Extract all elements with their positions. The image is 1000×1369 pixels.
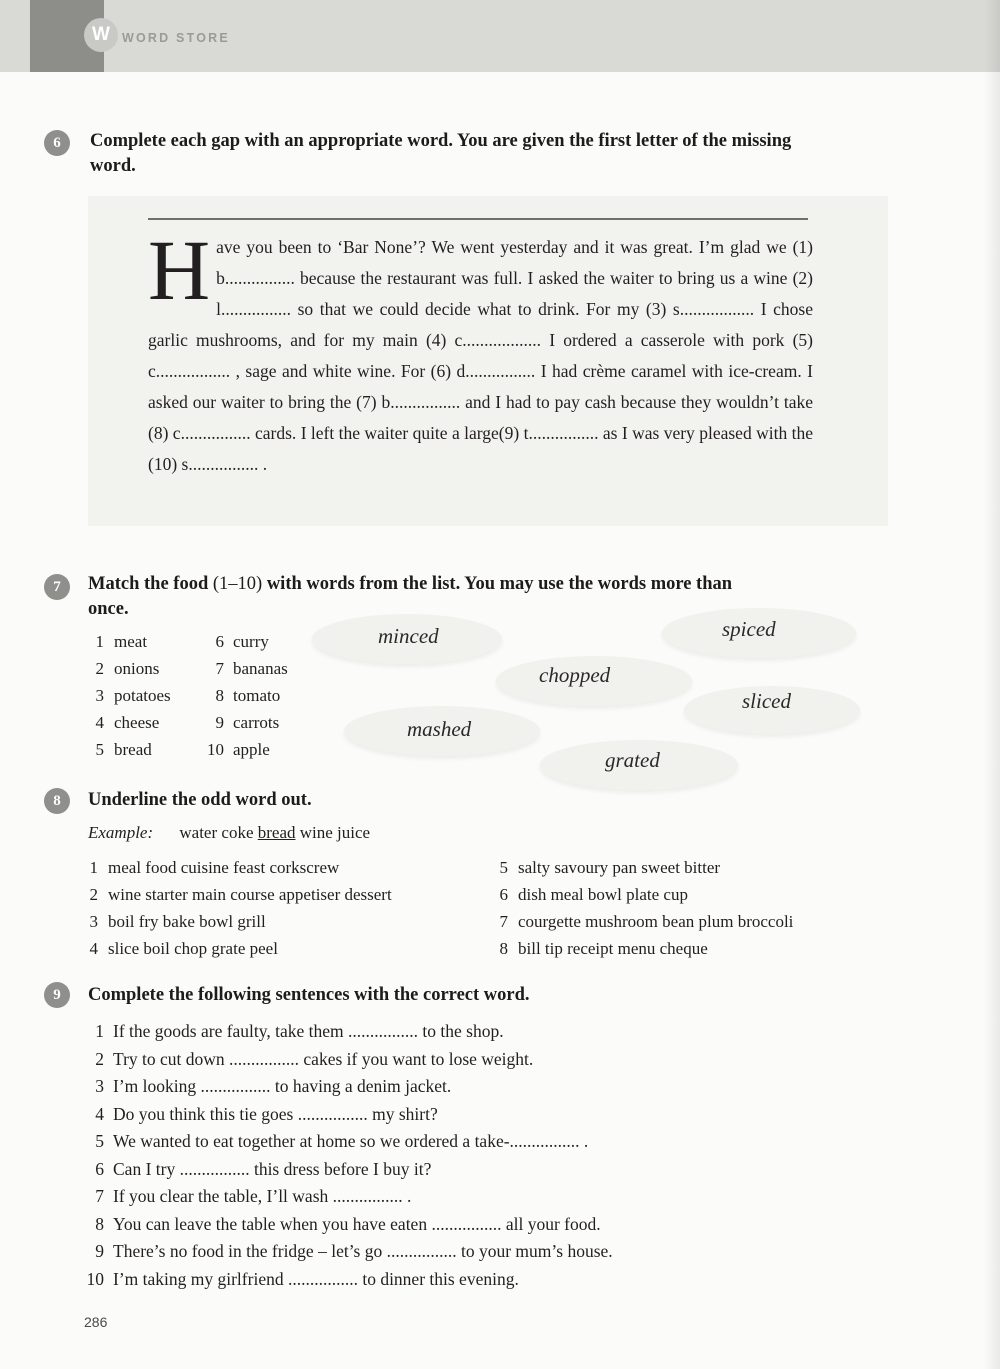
- item-text: Do you think this tie goes ................ my shirt?: [113, 1103, 438, 1124]
- item-number: 3: [95, 1076, 104, 1096]
- item-number: 4: [95, 1103, 104, 1124]
- item-text: slice boil chop grate peel: [108, 939, 278, 958]
- item-number: 9: [215, 713, 224, 732]
- item-number: 4: [95, 713, 104, 732]
- list-item: [82, 682, 192, 709]
- item-word: tomato: [233, 686, 281, 705]
- list-item: [82, 1128, 613, 1156]
- item-word: bananas: [233, 659, 288, 678]
- item-number: 10: [86, 1268, 104, 1289]
- item-text: Try to cut down ................ cakes if you want to lose weight.: [113, 1048, 534, 1069]
- list-item: [200, 682, 311, 709]
- header-logo-block: [30, 0, 110, 72]
- exercise-9-instruction: Complete the following sentences with the correct word.: [88, 985, 530, 1005]
- passage-drop-cap: H: [148, 222, 211, 318]
- item-number: 9: [95, 1241, 104, 1261]
- list-item: [82, 1073, 613, 1101]
- item-word: bread: [114, 740, 152, 759]
- list-item: [200, 655, 311, 682]
- list-item: [82, 1156, 613, 1184]
- list-item: [82, 1238, 613, 1266]
- item-text: I’m taking my girlfriend ................ to dinner this evening.: [113, 1268, 519, 1289]
- item-text: Can I try ................ this dress before I buy it?: [113, 1158, 432, 1179]
- item-text: If the goods are faulty, take them ................ to the shop.: [113, 1021, 504, 1041]
- plate-word-chopped: chopped: [539, 663, 611, 687]
- exercise-6-instruction: Complete each gap with an appropriate word. You are given the first letter of the missing word.: [90, 131, 792, 176]
- list-item: [492, 881, 793, 908]
- exercise-6-text-box: [88, 196, 888, 526]
- item-text: There’s no food in the fridge – let’s go ................ to your mum’s house.: [113, 1241, 613, 1261]
- item-number: 6: [499, 885, 508, 904]
- item-text: bill tip receipt menu cheque: [518, 939, 708, 958]
- list-item: [200, 628, 311, 655]
- item-number: 6: [95, 1158, 104, 1179]
- item-text: I’m looking ................ to having a denim jacket.: [113, 1076, 452, 1096]
- item-text: boil fry bake bowl grill: [108, 912, 266, 931]
- item-word: apple: [233, 740, 270, 759]
- item-word: cheese: [114, 713, 160, 732]
- item-number: 10: [207, 740, 224, 759]
- list-item: [82, 1183, 613, 1211]
- list-item: [82, 881, 392, 908]
- exercise-8-example: [88, 823, 370, 843]
- list-item: [82, 908, 392, 935]
- item-number: 7: [95, 1186, 104, 1206]
- exercise-8-instruction: Underline the odd word out.: [88, 790, 312, 810]
- plate-word-sliced: sliced: [742, 689, 791, 713]
- item-text: If you clear the table, I’ll wash ................ .: [113, 1186, 412, 1206]
- list-item: [82, 1266, 613, 1294]
- item-number: 2: [89, 885, 98, 904]
- exercise-7-number: 7: [44, 574, 70, 600]
- item-word: curry: [233, 632, 269, 651]
- list-item: [82, 736, 192, 763]
- plate-word-grated: grated: [605, 748, 660, 772]
- list-item: [492, 908, 793, 935]
- item-number: 8: [95, 1213, 104, 1234]
- exercise-9-number: 9: [44, 982, 70, 1008]
- list-item: [82, 1211, 613, 1239]
- item-number: 3: [89, 912, 98, 931]
- item-text: wine starter main course appetiser dessert: [108, 885, 392, 904]
- item-number: 1: [89, 858, 98, 877]
- header-title: WORD STORE: [122, 31, 230, 45]
- exercise-7-instruction-part2: with words from the list. You may use the words more than once.: [88, 574, 733, 619]
- list-item: [82, 1101, 613, 1129]
- list-item: [492, 854, 793, 881]
- item-text: salty savoury pan sweet bitter: [518, 858, 721, 877]
- plate-word-minced: minced: [378, 624, 439, 648]
- list-item: [200, 736, 311, 763]
- exercise-6-passage: ave you been to ‘Bar None’? We went yesterday and it was great. I’m glad we (1) b................ because the restaurant was full. I asked the waiter to bring us a wine (2) l................ so that we could decide what to drink. For my (3) s................. I chose garlic mushrooms, and for my main (4) c.................. I ordered a casserole with pork (5) c................. , sage and white wine. For (6) d................ I had crème caramel with ice-cream. I asked our waiter to bring the (7) b................ and I had to pay cash because they wouldn’t take (8) c................ cards. I left the waiter quite a large(9) t................ as I was very pleased with the (10) s................ .: [148, 237, 813, 474]
- exercise-7-right-list: [200, 628, 311, 763]
- exercise-7-left-list: [82, 628, 192, 763]
- item-text: dish meal bowl plate cup: [518, 885, 688, 904]
- item-number: 2: [95, 1048, 104, 1069]
- exercise-9-list: [82, 1018, 613, 1293]
- example-pre-text: water coke: [179, 823, 258, 842]
- list-item: [200, 709, 311, 736]
- item-number: 1: [95, 632, 104, 651]
- plate-word-spiced: spiced: [722, 617, 776, 641]
- item-number: 7: [499, 912, 508, 931]
- exercise-7-instruction-part1: Match the food: [88, 574, 213, 594]
- exercise-8-right-column: [492, 854, 793, 962]
- page-edge-shadow: [984, 0, 1000, 1369]
- text-box-rule: [148, 218, 808, 220]
- item-word: carrots: [233, 713, 280, 732]
- list-item: [82, 1046, 613, 1074]
- item-word: meat: [114, 632, 148, 651]
- list-item: [82, 1018, 613, 1046]
- item-text: You can leave the table when you have eaten ................ all your food.: [113, 1213, 601, 1234]
- exercise-8-left-column: [82, 854, 392, 962]
- list-item: [82, 628, 192, 655]
- item-number: 3: [95, 686, 104, 705]
- word-store-logo-icon: W: [84, 18, 118, 52]
- item-word: potatoes: [114, 686, 171, 705]
- item-number: 8: [499, 939, 508, 958]
- item-word: onions: [114, 659, 160, 678]
- item-number: 6: [215, 632, 224, 651]
- item-number: 4: [89, 939, 98, 958]
- example-label: Example:: [88, 823, 154, 842]
- list-item: [82, 854, 392, 881]
- exercise-7-instruction-range: (1–10): [212, 574, 263, 594]
- list-item: [82, 655, 192, 682]
- item-text: We wanted to eat together at home so we ordered a take-................ .: [113, 1131, 589, 1151]
- plate-word-mashed: mashed: [407, 717, 472, 741]
- item-text: courgette mushroom bean plum broccoli: [518, 912, 794, 931]
- exercise-8-number: 8: [44, 788, 70, 814]
- exercise-6-number: 6: [44, 130, 70, 156]
- item-number: 2: [95, 659, 104, 678]
- exercise-6-passage-container: [148, 222, 813, 480]
- item-number: 1: [95, 1021, 104, 1041]
- example-post-text: wine juice: [295, 823, 371, 842]
- list-item: [82, 709, 192, 736]
- item-number: 5: [95, 1131, 104, 1151]
- item-number: 5: [499, 858, 508, 877]
- item-text: meal food cuisine feast corkscrew: [108, 858, 340, 877]
- list-item: [492, 935, 793, 962]
- list-item: [82, 935, 392, 962]
- page-number: 286: [84, 1314, 108, 1330]
- item-number: 7: [215, 659, 224, 678]
- item-number: 8: [215, 686, 224, 705]
- example-underlined-word: bread: [257, 823, 296, 842]
- item-number: 5: [95, 740, 104, 759]
